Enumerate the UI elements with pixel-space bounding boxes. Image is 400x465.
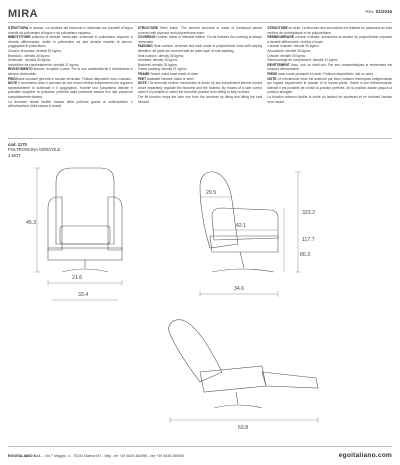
- footer-contacts: - Via I° Maggio, 4 - 75100 Matera MT - Italy - tel +39 0835 382696 - fax +39 0835 269654: [42, 454, 185, 458]
- description-paragraph: [267, 26, 392, 35]
- paragraph-heading: PIEDS: [267, 71, 278, 76]
- brand-logo: egoitaliano.com: [338, 452, 392, 459]
- page-ref-label: Rev.: [365, 9, 375, 14]
- description-paragraph: [138, 95, 263, 104]
- footer-address: [8, 454, 184, 458]
- description-column-it: [8, 26, 133, 136]
- footer-divider: [8, 446, 392, 447]
- front-view-dimensions: [34, 168, 122, 300]
- reclined-view-stem: [236, 392, 238, 404]
- dim-label-seat-width: 33.4: [78, 292, 89, 298]
- page-reference: [366, 9, 392, 14]
- paragraph-heading: FEET: [137, 76, 147, 81]
- paragraph-heading: NOTE: [8, 81, 18, 86]
- reclined-view-backrest: [169, 320, 222, 382]
- side-view-stem: [240, 252, 244, 268]
- description-paragraph: [138, 44, 263, 53]
- front-view-backrest: [56, 168, 114, 244]
- description-paragraph: [8, 81, 133, 99]
- paragraph-text: poltrona di densità medio-alta, schienale in poliuretano espanso a densità differenziata, sedile in poliuretano ad alta densità rivestito di dacron, poggiapiedi in poliuretano.: [8, 35, 133, 49]
- page-title: MIRA: [8, 8, 39, 20]
- description-paragraph: [8, 100, 133, 109]
- paragraph-text: La funzione alzata facilita l'alzata della poltrona grazie al sollevamento e all'inclinazione della seduta in avanti.: [8, 99, 133, 109]
- paragraph-text: tessuto, ecopelle o pelle. Per le sue caratteristiche il rivestimento è sempre sfoderabile.: [8, 67, 133, 76]
- paragraph-text: Coussin d'assise: densité 30 kg/mc.: [267, 44, 320, 49]
- description-paragraph: [8, 67, 133, 76]
- paragraph-heading: RIVESTIMENTO: [8, 67, 33, 72]
- reclined-view-swivel-base: [214, 405, 262, 408]
- product-name-line1: POLTRONCINA GIREVOLE: [8, 147, 61, 153]
- paragraph-text: en acier. La structure des accoudoirs est réalisée en panneaux de bois revêtus de contreplaqué et de polyuréthane.: [267, 26, 393, 35]
- paragraph-text: Backrest: density 30 kg/mc.: [137, 62, 178, 67]
- paragraph-heading: NOTE: [137, 81, 147, 86]
- paragraph-text: Steel frame. The armrest structure is made of hardwood panels covered with plywood and polyurethane foam.: [137, 26, 263, 35]
- paragraph-text: Armrests: density 30 kg/mc.: [137, 58, 179, 63]
- front-view-swivel-base: [62, 269, 108, 272]
- front-view-seat-base: [48, 248, 122, 260]
- product-name-line2: 2 MOT.: [8, 152, 22, 158]
- paragraph-heading: STRUCTURE: [137, 26, 159, 30]
- reclined-view-footrest: [262, 372, 318, 388]
- dim-label-reclined-length: 63.8: [238, 425, 249, 431]
- reclined-view-dimensions: [170, 417, 318, 423]
- dim-label-side-overall-height: 323.2: [302, 210, 315, 216]
- dim-label-side-total: 86.3: [300, 252, 311, 258]
- paragraph-text: Cuscino di seduta: densità 30 kg/mc.: [8, 48, 62, 53]
- paragraph-text: tissu, cuir ou simili-cuir. Par ses caractéristiques le revêtement est toujours déhoussable.: [267, 62, 393, 72]
- paragraph-text: Rembourrage de complément: densité 21 kg/mc.: [267, 58, 339, 63]
- side-view-swivel-base: [212, 269, 274, 272]
- reclined-view-drawing: [169, 320, 318, 408]
- dim-label-side-seat-height: 117.7: [302, 237, 315, 243]
- paragraph-heading: COVERING: [137, 35, 156, 40]
- description-paragraph: [8, 35, 133, 49]
- side-view-seat: [210, 236, 278, 252]
- paragraph-text: La fonction releveur facilite la sortie du fauteuil en soulevant et en inclinant l'assise vers l'avant.: [267, 94, 393, 104]
- paragraph-text: Bracciolo - densità 30 kg/mc.: [8, 53, 51, 58]
- paragraph-text: The armchair recliner mechanism is driven by two independent electric motors which separately regulate the backrest and the footrest. By means of a side control panel it is possible to select the favourite position from sitting to fully reclined.: [137, 81, 263, 95]
- paragraph-text: Accoudoirs: densité 30 kg/mc.: [267, 48, 312, 53]
- paragraph-text: base ronde pivotante en acier. Finitions disponibles: noir ou acier.: [278, 71, 374, 76]
- paragraph-heading: STRUCTURE: [267, 26, 288, 30]
- description-paragraph: [267, 35, 392, 44]
- description-paragraph: [138, 26, 263, 35]
- product-info: [8, 142, 60, 158]
- paragraph-text: coussin d'assise, accoudoirs et dossier en polyuréthane expansé à densité différenciée, revêtus d'ouate.: [267, 35, 393, 44]
- section-divider: [8, 138, 392, 139]
- paragraph-heading: REVÊTEMENT: [267, 62, 290, 67]
- product-code: cod. 1170: [8, 142, 27, 147]
- front-view-drawing: [48, 168, 122, 272]
- description-paragraph: [8, 26, 133, 35]
- side-view-dimensions: [200, 172, 301, 297]
- description-paragraph: [138, 35, 263, 44]
- paragraph-text: Il movimento relax è azionato da due motori elettrici indipendenti che regolano separatamente lo schienale e il poggiapiedi. Tramite una pulsantiera laterale è possibile scegliere la posizione preferita dalla posizione seduta fino alla posizione completamente distesa.: [8, 81, 133, 99]
- reclined-view-seat: [200, 366, 266, 392]
- side-view-backrest: [200, 172, 238, 248]
- paragraph-text: Available finishes: black or steel.: [146, 76, 195, 81]
- paragraph-heading: STRUTTURA: [8, 26, 29, 30]
- footer-company: EGOITALIANO S.r.l.: [8, 454, 42, 458]
- header-divider: [8, 22, 392, 23]
- front-view-left-armrest: [48, 197, 62, 250]
- side-view-armrest: [212, 208, 278, 240]
- side-view-drawing: [200, 172, 278, 272]
- description-paragraph: [138, 81, 263, 95]
- page-ref-value: 01/2016: [375, 9, 392, 14]
- paragraph-text: Leather, fabric or imitation leather. For its features the covering is always removable.: [137, 35, 263, 44]
- description-column-en: [138, 26, 263, 136]
- paragraph-heading: NOTE: [267, 76, 277, 81]
- front-view-seat-cushion: [60, 226, 110, 244]
- description-column-fr: [267, 26, 392, 136]
- paragraph-text: Dossier: densité 30 kg/mc.: [267, 53, 307, 58]
- paragraph-text: Imbottiture da completamento: densità 21 kg/mc.: [8, 62, 80, 67]
- dim-label-side-top: 20.5: [206, 190, 217, 196]
- paragraph-heading: PADDING: [137, 44, 153, 49]
- description-paragraph: [267, 95, 392, 104]
- paragraph-heading: REMBOURRAGE: [267, 35, 294, 40]
- paragraph-heading: IMBOTTITURE: [8, 35, 31, 40]
- paragraph-text: Schienale - densità 30 kg/mc.: [8, 58, 52, 63]
- paragraph-text: Le mécanisme relax est actionné par deux moteurs électriques indépendants qui règlent séparément le dossier et le repose-pieds. Grâce à une télécommande latérale il est possible de choisir la position préférée, de la position assise jusqu'à la position allongée.: [267, 76, 393, 95]
- paragraph-text: Seat cushion: density 30 kg/mc.: [137, 53, 185, 58]
- dim-label-armrest-width: 21.6: [72, 275, 83, 281]
- description-columns: [8, 26, 392, 136]
- paragraph-text: Swivel round base made of steel.: [150, 71, 199, 76]
- paragraph-text: in acciaio. La struttura del bracciolo è realizzata con pannelli di legno rivestiti da poliuretano di legno e da poliuretano espanso.: [8, 26, 133, 35]
- paragraph-heading: FRAME: [137, 71, 150, 76]
- dim-label-side-depth: 34.6: [234, 286, 245, 292]
- dim-label-side-armrest: 42.1: [236, 223, 247, 229]
- paragraph-text: base circolare girevole in acciaio verniciato. Finiture disponibili: nero o acciaio.: [17, 76, 132, 81]
- paragraph-text: Seat cushion, armrests and back made of polyurethane foam with varying densities. All parts are covered with an outer layer of soft wadding.: [137, 44, 263, 53]
- dim-label-front-height: 45.3: [26, 220, 37, 226]
- front-view-right-armrest: [108, 197, 122, 250]
- paragraph-heading: PIEDI: [8, 76, 17, 81]
- paragraph-text: Frame padding: density 21 kg/mc.: [137, 67, 188, 72]
- description-paragraph: [267, 63, 392, 72]
- paragraph-text: The lift function helps the user rise from the armchair by lifting and tilting the seat forward.: [137, 94, 263, 104]
- description-paragraph: [267, 77, 392, 95]
